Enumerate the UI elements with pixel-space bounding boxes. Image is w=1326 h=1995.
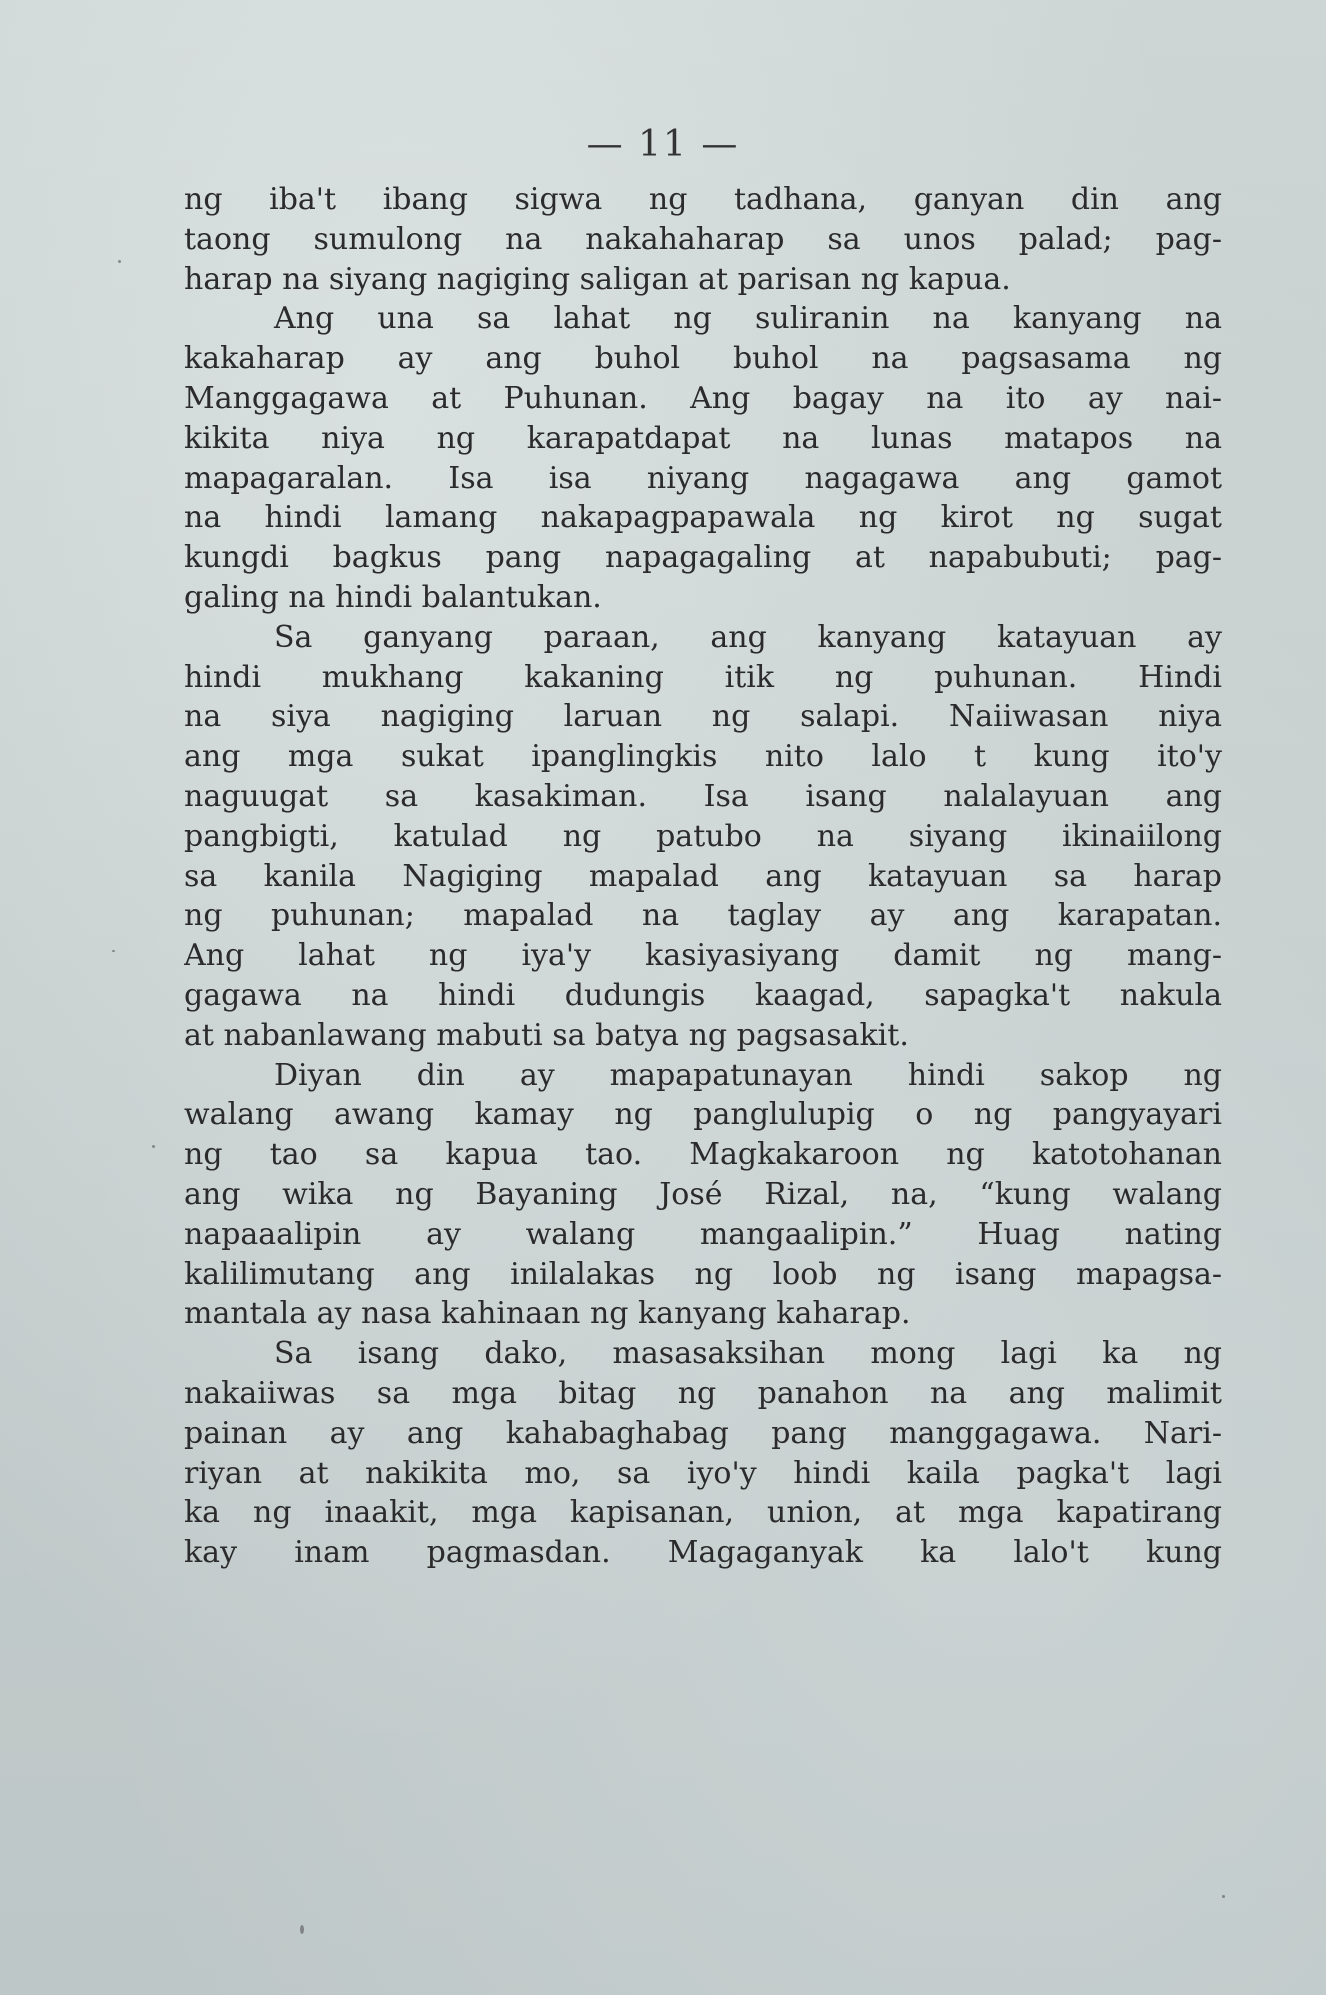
text-line: naguugat sa kasakiman. Isa isang nalalayuan ang — [184, 778, 1222, 814]
text-line: Sa ganyang paraan, ang kanyang katayuan ay — [274, 619, 1222, 655]
text-line: Ang una sa lahat ng suliranin na kanyang na — [274, 301, 1222, 337]
text-line: walang awang kamay ng panglulupig o ng pangyayari — [184, 1097, 1222, 1133]
text-line: at nabanlawang mabuti sa batya ng pagsasakit. — [184, 1017, 909, 1053]
text-line: mantala ay nasa kahinaan ng kanyang kaharap. — [184, 1296, 911, 1332]
paper-speck — [1222, 1895, 1225, 1898]
text-line: kalilimutang ang inilalakas ng loob ng isang mapagsa- — [184, 1256, 1222, 1292]
text-line: Manggagawa at Puhunan. Ang bagay na ito ay nai- — [184, 380, 1222, 416]
text-line: kakaharap ay ang buhol buhol na pagsasama ng — [184, 341, 1222, 377]
text-line: kungdi bagkus pang napagagaling at napabubuti; pag- — [184, 540, 1222, 576]
text-line: pangbigti, katulad ng patubo na siyang ikinaiilong — [184, 818, 1222, 854]
page-number: — 11 — — [586, 124, 740, 165]
text-line: Diyan din ay mapapatunayan hindi sakop ng — [274, 1057, 1222, 1093]
text-line: galing na hindi balantukan. — [184, 579, 602, 615]
paper-speck — [118, 260, 121, 263]
paper-speck — [300, 1925, 304, 1934]
text-line: kay inam pagmasdan. Magaganyak ka lalo't kung — [184, 1535, 1222, 1571]
text-line: kikita niya ng karapatdapat na lunas matapos na — [184, 420, 1222, 456]
body-text — [184, 180, 1222, 1573]
paper-speck — [112, 950, 115, 952]
text-line: ng iba't ibang sigwa ng tadhana, ganyan din ang — [184, 182, 1222, 217]
text-line: taong sumulong na nakahaharap sa unos palad; pag- — [184, 221, 1222, 257]
text-line: ka ng inaakit, mga kapisanan, union, at mga kapatirang — [184, 1495, 1222, 1531]
text-line: na hindi lamang nakapagpapawala ng kirot ng sugat — [184, 500, 1222, 536]
text-line: ng puhunan; mapalad na taglay ay ang karapatan. — [184, 898, 1222, 934]
text-line: ang mga sukat ipanglingkis nito lalo t kung ito'y — [184, 739, 1222, 775]
text-line: gagawa na hindi dudungis kaagad, sapagka't nakula — [184, 977, 1222, 1013]
text-line: ng tao sa kapua tao. Magkakaroon ng katotohanan — [184, 1137, 1222, 1173]
text-line: nakaiiwas sa mga bitag ng panahon na ang malimit — [184, 1375, 1222, 1411]
text-line: napaaalipin ay walang mangaalipin.” Huag nating — [184, 1216, 1222, 1252]
text-line: Ang lahat ng iya'y kasiyasiyang damit ng mang- — [184, 938, 1222, 974]
text-line: harap na siyang nagiging saligan at parisan ng kapua. — [184, 261, 1011, 297]
text-line: Sa isang dako, masasaksihan mong lagi ka ng — [274, 1336, 1222, 1372]
text-line: sa kanila Nagiging mapalad ang katayuan sa harap — [184, 858, 1222, 894]
paper-speck — [152, 1145, 155, 1148]
text-line: mapagaralan. Isa isa niyang nagagawa ang gamot — [184, 460, 1222, 496]
text-line: riyan at nakikita mo, sa iyo'y hindi kaila pagka't lagi — [184, 1455, 1222, 1491]
text-line: na siya nagiging laruan ng salapi. Naiiwasan niya — [184, 699, 1222, 735]
text-line: hindi mukhang kakaning itik ng puhunan. Hindi — [184, 659, 1222, 695]
text-line: painan ay ang kahabaghabag pang manggagawa. Nari- — [184, 1415, 1222, 1451]
text-line: ang wika ng Bayaning José Rizal, na, “kung walang — [184, 1176, 1222, 1212]
